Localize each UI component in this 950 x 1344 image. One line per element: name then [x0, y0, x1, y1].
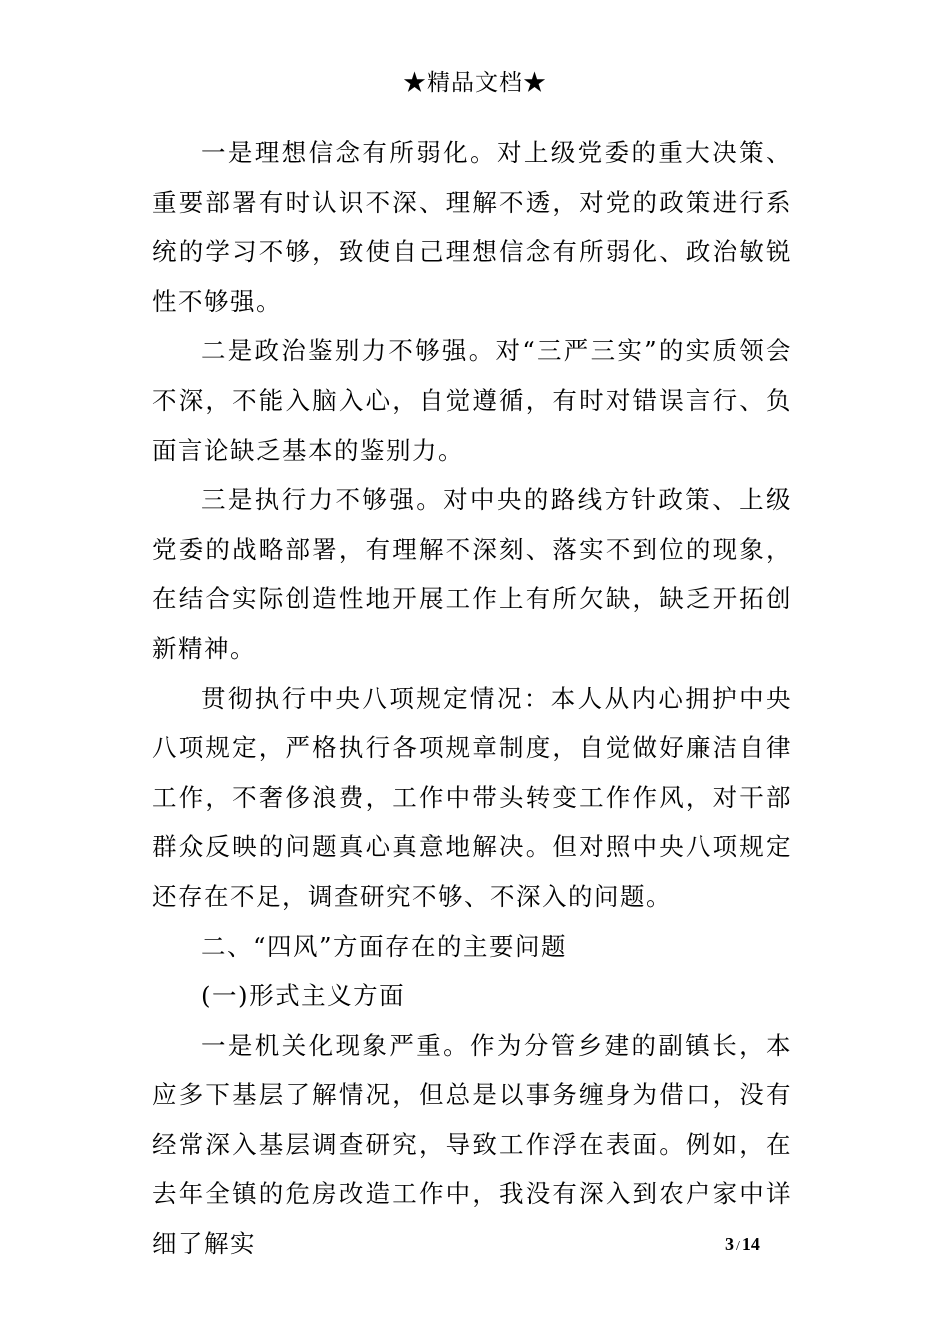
header-title: ★精品文档★ — [403, 70, 547, 96]
subsection-heading-formalism: (一)形式主义方面 — [201, 981, 406, 1011]
paragraph-execution: 三是执行力不够强。对中央的路线方针政策、上级党委的战略部署，有理解不深刻、落实不到位的现象，在结合实际创造性地开展工作上有所欠缺，缺乏开拓创新精神。 — [152, 485, 792, 663]
paragraph-eight-regulations: 贯彻执行中央八项规定情况：本人从内心拥护中央八项规定，严格执行各项规章制度，自觉做好廉洁自律工作，不奢侈浪费，工作中带头转变工作作风，对干部群众反映的问题真心真意地解决。但对照中央八项规定还存在不足，调查研究不够、不深入的问题。 — [152, 683, 792, 911]
page-number — [725, 1232, 760, 1259]
section-heading-four-winds: 二、“四风”方面存在的主要问题 — [201, 931, 568, 961]
paragraph-ideals: 一是理想信念有所弱化。对上级党委的重大决策、重要部署有时认识不深、理解不透，对党的政策进行系统的学习不够，致使自己理想信念有所弱化、政治敏锐性不够强。 — [152, 138, 792, 316]
paragraph-bureaucratization: 一是机关化现象严重。作为分管乡建的副镇长，本应多下基层了解情况，但总是以事务缠身为借口，没有经常深入基层调查研究，导致工作浮在表面。例如，在去年全镇的危房改造工作中，我没有深入到农户家中详细了解实 — [152, 1030, 792, 1259]
page-header — [0, 66, 950, 100]
paragraph-political-discernment: 二是政治鉴别力不够强。对“三严三实”的实质领会不深，不能入脑入心，自觉遵循，有时对错误言行、负面言论缺乏基本的鉴别力。 — [152, 336, 792, 465]
page-separator: / — [736, 1239, 740, 1254]
document-body — [152, 128, 792, 1269]
current-page: 3 — [725, 1234, 734, 1254]
total-pages: 14 — [741, 1234, 760, 1254]
